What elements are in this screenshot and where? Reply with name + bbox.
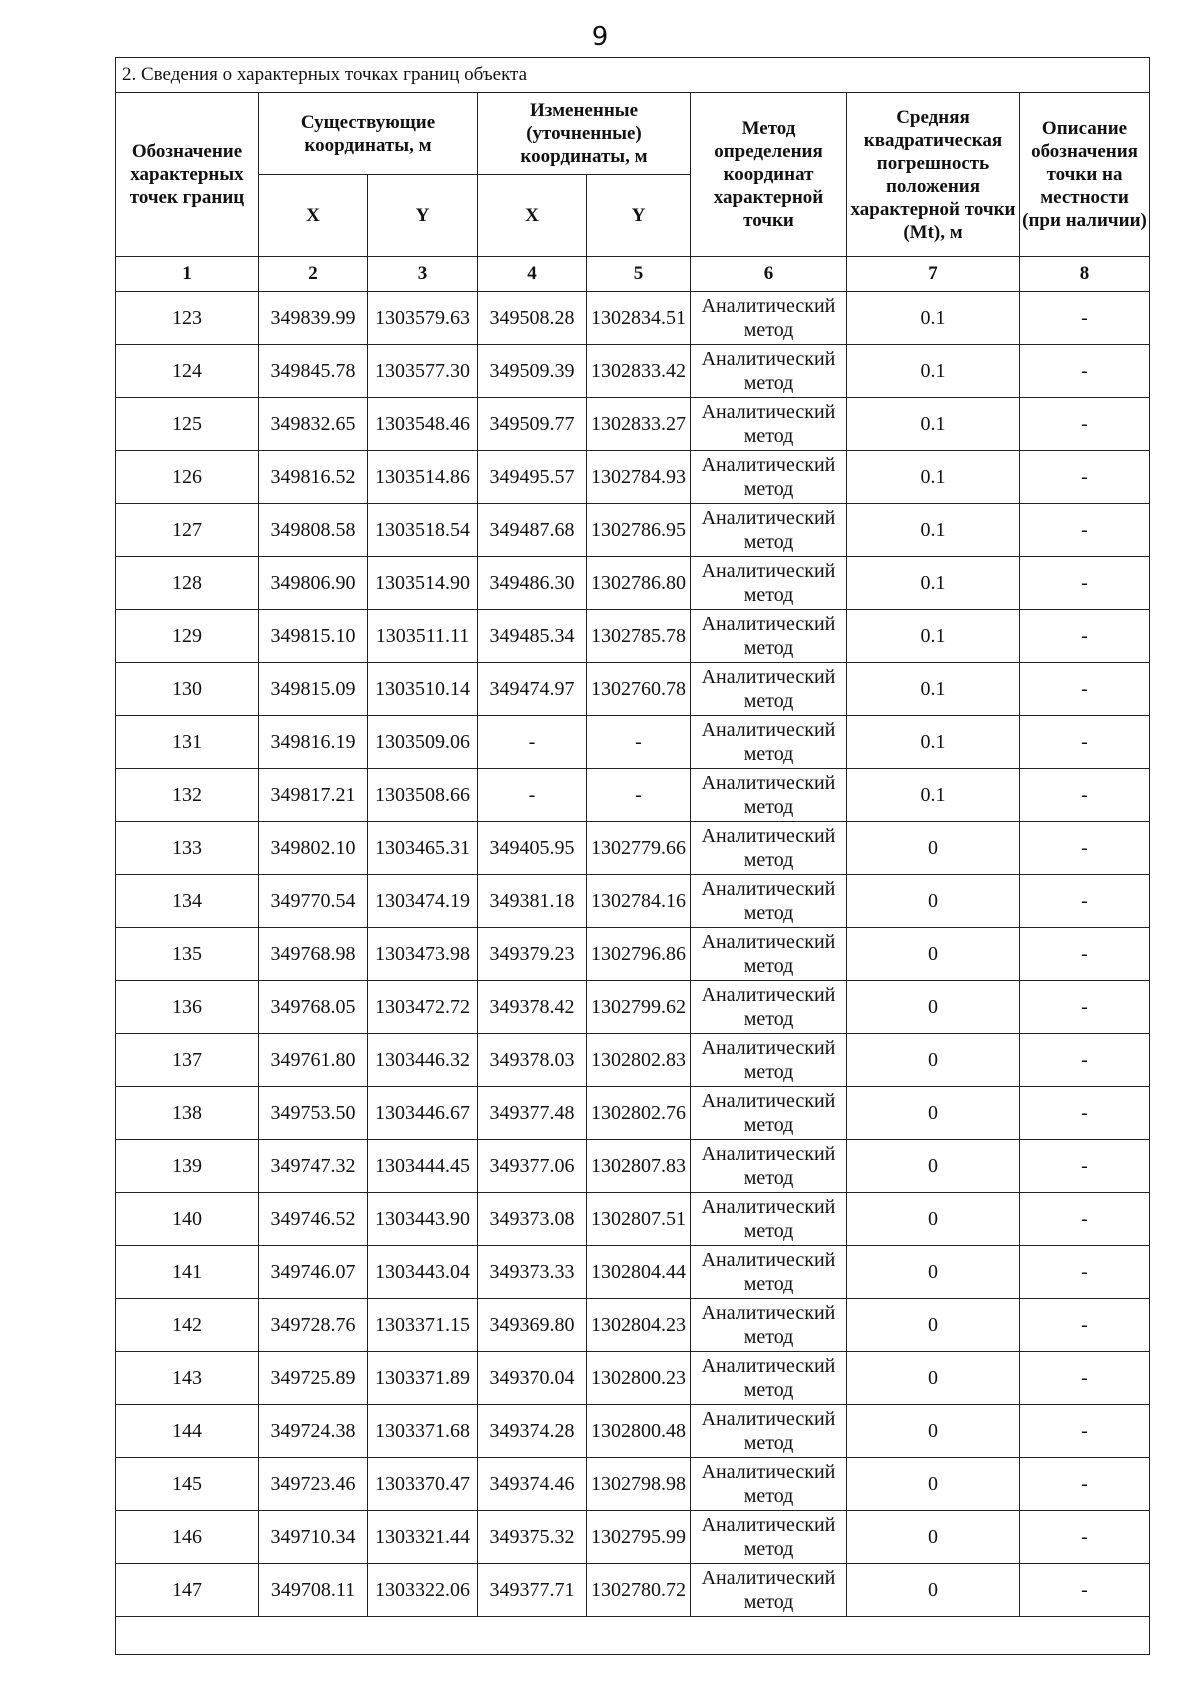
- cell-method: Аналитический метод: [691, 1193, 847, 1246]
- table-row: [116, 1405, 1150, 1458]
- header-changed-y: Y: [587, 175, 691, 257]
- cell-description: -: [1020, 663, 1150, 716]
- cell-method: Аналитический метод: [691, 1352, 847, 1405]
- boundary-points-table: [115, 57, 1150, 1655]
- cell-point-id: 141: [116, 1246, 259, 1299]
- header-existing-coords: Существующие координаты, м: [259, 93, 478, 175]
- cell-changed-x: 349379.23: [478, 928, 587, 981]
- cell-point-id: 144: [116, 1405, 259, 1458]
- cell-method: Аналитический метод: [691, 822, 847, 875]
- cell-existing-y: 1303511.11: [368, 610, 478, 663]
- cell-mean-error: 0: [847, 1352, 1020, 1405]
- cell-changed-y: 1302799.62: [587, 981, 691, 1034]
- cell-existing-y: 1303577.30: [368, 345, 478, 398]
- column-number: 3: [368, 257, 478, 292]
- cell-description: -: [1020, 398, 1150, 451]
- cell-existing-y: 1303579.63: [368, 292, 478, 345]
- cell-method: Аналитический метод: [691, 769, 847, 822]
- cell-method: Аналитический метод: [691, 398, 847, 451]
- cell-description: -: [1020, 451, 1150, 504]
- cell-existing-x: 349761.80: [259, 1034, 368, 1087]
- cell-point-id: 139: [116, 1140, 259, 1193]
- cell-changed-x: 349374.28: [478, 1405, 587, 1458]
- cell-description: -: [1020, 1405, 1150, 1458]
- cell-point-id: 124: [116, 345, 259, 398]
- cell-changed-x: 349373.33: [478, 1246, 587, 1299]
- cell-point-id: 134: [116, 875, 259, 928]
- table-row: [116, 610, 1150, 663]
- cell-existing-y: 1303508.66: [368, 769, 478, 822]
- cell-method: Аналитический метод: [691, 1511, 847, 1564]
- cell-point-id: 135: [116, 928, 259, 981]
- cell-description: -: [1020, 769, 1150, 822]
- cell-method: Аналитический метод: [691, 1564, 847, 1617]
- cell-point-id: 147: [116, 1564, 259, 1617]
- cell-point-id: 130: [116, 663, 259, 716]
- table-row: [116, 1087, 1150, 1140]
- cell-mean-error: 0.1: [847, 663, 1020, 716]
- cell-description: -: [1020, 610, 1150, 663]
- cell-existing-y: 1303473.98: [368, 928, 478, 981]
- cell-changed-x: 349508.28: [478, 292, 587, 345]
- cell-existing-x: 349816.19: [259, 716, 368, 769]
- cell-description: -: [1020, 1034, 1150, 1087]
- table-row: [116, 769, 1150, 822]
- cell-changed-y: -: [587, 769, 691, 822]
- empty-row: [116, 1617, 1150, 1655]
- cell-existing-x: 349770.54: [259, 875, 368, 928]
- cell-mean-error: 0: [847, 1246, 1020, 1299]
- cell-description: -: [1020, 292, 1150, 345]
- cell-changed-x: -: [478, 769, 587, 822]
- cell-point-id: 137: [116, 1034, 259, 1087]
- cell-mean-error: 0: [847, 1193, 1020, 1246]
- cell-existing-y: 1303321.44: [368, 1511, 478, 1564]
- cell-existing-y: 1303371.89: [368, 1352, 478, 1405]
- cell-changed-x: 349378.42: [478, 981, 587, 1034]
- column-number: 1: [116, 257, 259, 292]
- cell-point-id: 128: [116, 557, 259, 610]
- cell-changed-y: 1302796.86: [587, 928, 691, 981]
- cell-changed-y: 1302834.51: [587, 292, 691, 345]
- cell-existing-y: 1303443.04: [368, 1246, 478, 1299]
- cell-method: Аналитический метод: [691, 1299, 847, 1352]
- cell-mean-error: 0: [847, 875, 1020, 928]
- cell-description: -: [1020, 981, 1150, 1034]
- cell-mean-error: 0: [847, 1140, 1020, 1193]
- header-mean-error: Средняя квадратическая погрешность положения характерной точки (Mt), м: [847, 93, 1020, 257]
- cell-changed-x: 349509.77: [478, 398, 587, 451]
- cell-existing-x: 349708.11: [259, 1564, 368, 1617]
- cell-existing-y: 1303472.72: [368, 981, 478, 1034]
- header-description: Описание обозначения точки на местности (при наличии): [1020, 93, 1150, 257]
- cell-method: Аналитический метод: [691, 1140, 847, 1193]
- cell-method: Аналитический метод: [691, 292, 847, 345]
- cell-changed-y: 1302833.27: [587, 398, 691, 451]
- cell-existing-y: 1303465.31: [368, 822, 478, 875]
- cell-method: Аналитический метод: [691, 1246, 847, 1299]
- table-row: [116, 875, 1150, 928]
- cell-mean-error: 0.1: [847, 292, 1020, 345]
- cell-changed-y: 1302807.83: [587, 1140, 691, 1193]
- cell-description: -: [1020, 928, 1150, 981]
- cell-existing-y: 1303322.06: [368, 1564, 478, 1617]
- column-number: 6: [691, 257, 847, 292]
- column-number: 8: [1020, 257, 1150, 292]
- cell-description: -: [1020, 1352, 1150, 1405]
- table-row: [116, 1246, 1150, 1299]
- cell-method: Аналитический метод: [691, 981, 847, 1034]
- table-row: [116, 557, 1150, 610]
- column-number: 7: [847, 257, 1020, 292]
- cell-point-id: 129: [116, 610, 259, 663]
- cell-mean-error: 0: [847, 822, 1020, 875]
- cell-description: -: [1020, 1140, 1150, 1193]
- cell-point-id: 143: [116, 1352, 259, 1405]
- cell-changed-x: 349377.71: [478, 1564, 587, 1617]
- cell-changed-y: 1302784.93: [587, 451, 691, 504]
- cell-description: -: [1020, 504, 1150, 557]
- table-row: [116, 1299, 1150, 1352]
- cell-point-id: 123: [116, 292, 259, 345]
- cell-changed-x: 349377.06: [478, 1140, 587, 1193]
- cell-existing-y: 1303446.67: [368, 1087, 478, 1140]
- cell-mean-error: 0.1: [847, 504, 1020, 557]
- cell-method: Аналитический метод: [691, 345, 847, 398]
- table-row: [116, 451, 1150, 504]
- cell-existing-x: 349815.09: [259, 663, 368, 716]
- cell-method: Аналитический метод: [691, 451, 847, 504]
- cell-changed-y: 1302802.76: [587, 1087, 691, 1140]
- table-row: [116, 1511, 1150, 1564]
- cell-existing-y: 1303371.15: [368, 1299, 478, 1352]
- cell-description: -: [1020, 345, 1150, 398]
- cell-changed-y: 1302800.48: [587, 1405, 691, 1458]
- cell-point-id: 127: [116, 504, 259, 557]
- cell-method: Аналитический метод: [691, 504, 847, 557]
- cell-description: -: [1020, 822, 1150, 875]
- cell-description: -: [1020, 1087, 1150, 1140]
- cell-mean-error: 0: [847, 1564, 1020, 1617]
- cell-changed-x: 349378.03: [478, 1034, 587, 1087]
- cell-existing-x: 349832.65: [259, 398, 368, 451]
- cell-changed-y: 1302779.66: [587, 822, 691, 875]
- cell-description: -: [1020, 557, 1150, 610]
- cell-method: Аналитический метод: [691, 928, 847, 981]
- cell-existing-x: 349746.52: [259, 1193, 368, 1246]
- cell-mean-error: 0: [847, 1034, 1020, 1087]
- cell-existing-x: 349747.32: [259, 1140, 368, 1193]
- cell-mean-error: 0.1: [847, 557, 1020, 610]
- table-row: [116, 292, 1150, 345]
- header-designation: Обозначение характерных точек границ: [116, 93, 259, 257]
- cell-changed-y: 1302800.23: [587, 1352, 691, 1405]
- cell-existing-x: 349806.90: [259, 557, 368, 610]
- cell-method: Аналитический метод: [691, 716, 847, 769]
- header-changed-x: X: [478, 175, 587, 257]
- cell-method: Аналитический метод: [691, 1405, 847, 1458]
- cell-description: -: [1020, 1458, 1150, 1511]
- cell-existing-y: 1303548.46: [368, 398, 478, 451]
- cell-existing-x: 349746.07: [259, 1246, 368, 1299]
- cell-description: -: [1020, 1193, 1150, 1246]
- header-changed-coords: Измененные (уточненные) координаты, м: [478, 93, 691, 175]
- cell-method: Аналитический метод: [691, 663, 847, 716]
- cell-mean-error: 0.1: [847, 398, 1020, 451]
- cell-mean-error: 0.1: [847, 345, 1020, 398]
- cell-existing-x: 349817.21: [259, 769, 368, 822]
- cell-changed-y: 1302802.83: [587, 1034, 691, 1087]
- header-existing-y: Y: [368, 175, 478, 257]
- page-number: 9: [591, 22, 609, 52]
- cell-changed-x: -: [478, 716, 587, 769]
- cell-changed-x: 349373.08: [478, 1193, 587, 1246]
- column-number: 4: [478, 257, 587, 292]
- cell-changed-y: 1302804.44: [587, 1246, 691, 1299]
- cell-changed-y: 1302785.78: [587, 610, 691, 663]
- table-row: [116, 663, 1150, 716]
- cell-mean-error: 0.1: [847, 769, 1020, 822]
- cell-existing-y: 1303514.86: [368, 451, 478, 504]
- table-row: [116, 504, 1150, 557]
- cell-description: -: [1020, 716, 1150, 769]
- cell-point-id: 132: [116, 769, 259, 822]
- cell-point-id: 145: [116, 1458, 259, 1511]
- table-row: [116, 1458, 1150, 1511]
- table-row: [116, 345, 1150, 398]
- cell-changed-x: 349474.97: [478, 663, 587, 716]
- cell-existing-x: 349768.05: [259, 981, 368, 1034]
- cell-changed-x: 349509.39: [478, 345, 587, 398]
- cell-point-id: 136: [116, 981, 259, 1034]
- table-row: [116, 398, 1150, 451]
- cell-changed-x: 349375.32: [478, 1511, 587, 1564]
- cell-changed-x: 349370.04: [478, 1352, 587, 1405]
- table-row: [116, 1034, 1150, 1087]
- cell-existing-y: 1303474.19: [368, 875, 478, 928]
- table-row: [116, 1140, 1150, 1193]
- cell-mean-error: 0.1: [847, 610, 1020, 663]
- table-row: [116, 1564, 1150, 1617]
- cell-changed-y: 1302760.78: [587, 663, 691, 716]
- table-row: [116, 1193, 1150, 1246]
- cell-point-id: 131: [116, 716, 259, 769]
- cell-changed-y: -: [587, 716, 691, 769]
- table-row: [116, 981, 1150, 1034]
- cell-description: -: [1020, 1299, 1150, 1352]
- cell-existing-y: 1303446.32: [368, 1034, 478, 1087]
- cell-existing-x: 349728.76: [259, 1299, 368, 1352]
- cell-existing-x: 349724.38: [259, 1405, 368, 1458]
- column-number: 5: [587, 257, 691, 292]
- cell-changed-x: 349405.95: [478, 822, 587, 875]
- cell-existing-y: 1303509.06: [368, 716, 478, 769]
- cell-description: -: [1020, 1511, 1150, 1564]
- cell-changed-y: 1302807.51: [587, 1193, 691, 1246]
- cell-mean-error: 0.1: [847, 716, 1020, 769]
- column-number-row: [116, 257, 1150, 292]
- cell-method: Аналитический метод: [691, 557, 847, 610]
- cell-changed-y: 1302798.98: [587, 1458, 691, 1511]
- cell-changed-y: 1302833.42: [587, 345, 691, 398]
- header-method: Метод определения координат характерной точки: [691, 93, 847, 257]
- cell-changed-x: 349485.34: [478, 610, 587, 663]
- cell-mean-error: 0: [847, 1511, 1020, 1564]
- cell-existing-y: 1303510.14: [368, 663, 478, 716]
- cell-point-id: 146: [116, 1511, 259, 1564]
- cell-point-id: 142: [116, 1299, 259, 1352]
- column-number: 2: [259, 257, 368, 292]
- cell-changed-y: 1302786.80: [587, 557, 691, 610]
- table-row: [116, 1352, 1150, 1405]
- cell-point-id: 126: [116, 451, 259, 504]
- cell-existing-x: 349816.52: [259, 451, 368, 504]
- cell-changed-x: 349381.18: [478, 875, 587, 928]
- cell-existing-y: 1303444.45: [368, 1140, 478, 1193]
- cell-existing-x: 349839.99: [259, 292, 368, 345]
- cell-changed-x: 349486.30: [478, 557, 587, 610]
- cell-existing-x: 349710.34: [259, 1511, 368, 1564]
- cell-changed-x: 349369.80: [478, 1299, 587, 1352]
- cell-point-id: 125: [116, 398, 259, 451]
- cell-changed-y: 1302786.95: [587, 504, 691, 557]
- cell-changed-y: 1302795.99: [587, 1511, 691, 1564]
- cell-point-id: 133: [116, 822, 259, 875]
- cell-point-id: 138: [116, 1087, 259, 1140]
- cell-description: -: [1020, 1564, 1150, 1617]
- cell-changed-y: 1302804.23: [587, 1299, 691, 1352]
- cell-existing-x: 349768.98: [259, 928, 368, 981]
- cell-changed-x: 349377.48: [478, 1087, 587, 1140]
- cell-method: Аналитический метод: [691, 875, 847, 928]
- table-caption: 2. Сведения о характерных точках границ объекта: [116, 58, 1150, 93]
- cell-point-id: 140: [116, 1193, 259, 1246]
- cell-existing-y: 1303371.68: [368, 1405, 478, 1458]
- cell-existing-x: 349808.58: [259, 504, 368, 557]
- cell-description: -: [1020, 875, 1150, 928]
- cell-mean-error: 0: [847, 1299, 1020, 1352]
- cell-existing-x: 349725.89: [259, 1352, 368, 1405]
- cell-method: Аналитический метод: [691, 1087, 847, 1140]
- cell-method: Аналитический метод: [691, 1034, 847, 1087]
- cell-mean-error: 0: [847, 981, 1020, 1034]
- cell-existing-y: 1303370.47: [368, 1458, 478, 1511]
- cell-changed-y: 1302784.16: [587, 875, 691, 928]
- cell-mean-error: 0: [847, 928, 1020, 981]
- cell-existing-y: 1303518.54: [368, 504, 478, 557]
- cell-existing-x: 349723.46: [259, 1458, 368, 1511]
- cell-existing-x: 349753.50: [259, 1087, 368, 1140]
- table-row: [116, 822, 1150, 875]
- cell-changed-y: 1302780.72: [587, 1564, 691, 1617]
- header-existing-x: X: [259, 175, 368, 257]
- cell-mean-error: 0: [847, 1087, 1020, 1140]
- cell-existing-y: 1303514.90: [368, 557, 478, 610]
- cell-mean-error: 0.1: [847, 451, 1020, 504]
- table-row: [116, 928, 1150, 981]
- cell-mean-error: 0: [847, 1458, 1020, 1511]
- cell-method: Аналитический метод: [691, 610, 847, 663]
- cell-description: -: [1020, 1246, 1150, 1299]
- cell-changed-x: 349487.68: [478, 504, 587, 557]
- cell-existing-x: 349845.78: [259, 345, 368, 398]
- cell-changed-x: 349495.57: [478, 451, 587, 504]
- cell-mean-error: 0: [847, 1405, 1020, 1458]
- cell-method: Аналитический метод: [691, 1458, 847, 1511]
- empty-cell: [116, 1617, 1150, 1655]
- table-row: [116, 716, 1150, 769]
- cell-existing-x: 349815.10: [259, 610, 368, 663]
- cell-existing-y: 1303443.90: [368, 1193, 478, 1246]
- cell-changed-x: 349374.46: [478, 1458, 587, 1511]
- cell-existing-x: 349802.10: [259, 822, 368, 875]
